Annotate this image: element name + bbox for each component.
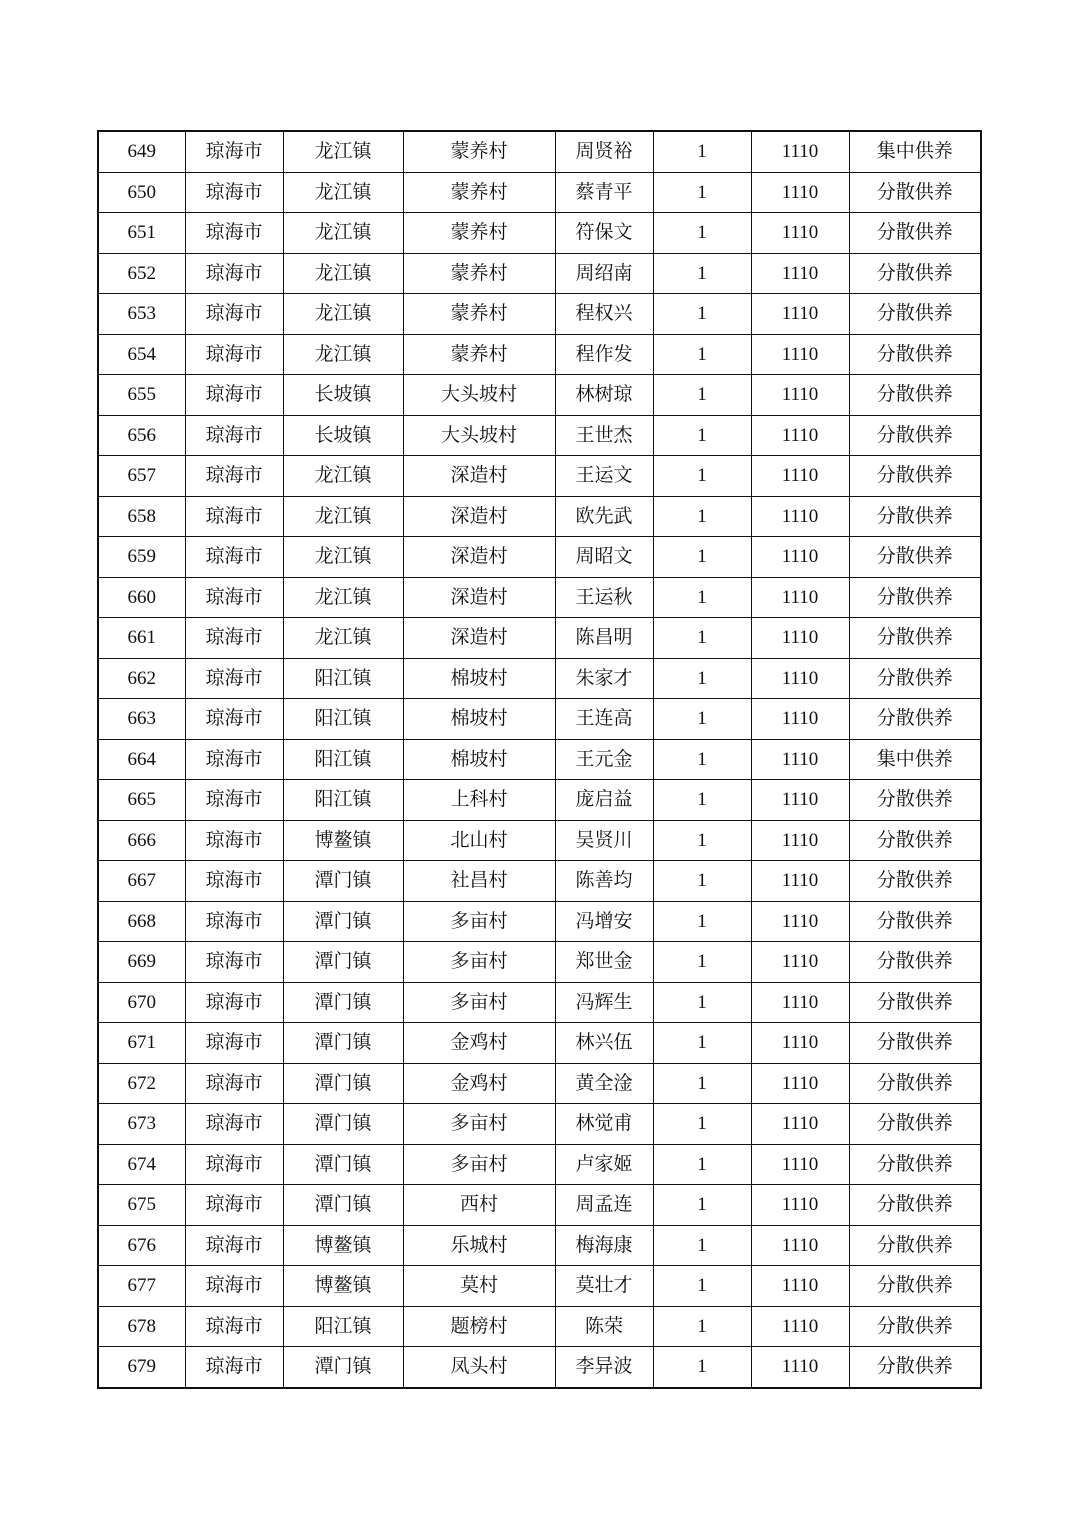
table-row xyxy=(98,294,981,335)
serial-number-cell: 671 xyxy=(98,1023,185,1064)
village-cell: 北山村 xyxy=(403,820,555,861)
table-row xyxy=(98,861,981,902)
serial-number-cell: 677 xyxy=(98,1266,185,1307)
village-cell: 多亩村 xyxy=(403,1104,555,1145)
town-cell: 潭门镇 xyxy=(283,901,403,942)
name-cell: 冯增安 xyxy=(555,901,653,942)
name-cell: 王运文 xyxy=(555,456,653,497)
amount-cell: 1110 xyxy=(751,618,849,659)
count-cell: 1 xyxy=(653,780,751,821)
city-cell: 琼海市 xyxy=(185,172,283,213)
town-cell: 龙江镇 xyxy=(283,618,403,659)
count-cell: 1 xyxy=(653,537,751,578)
village-cell: 多亩村 xyxy=(403,1144,555,1185)
name-cell: 李异波 xyxy=(555,1347,653,1388)
village-cell: 深造村 xyxy=(403,456,555,497)
table-row xyxy=(98,334,981,375)
support-type-cell: 分散供养 xyxy=(849,1306,981,1347)
village-cell: 蒙养村 xyxy=(403,213,555,254)
name-cell: 周昭文 xyxy=(555,537,653,578)
city-cell: 琼海市 xyxy=(185,1023,283,1064)
village-cell: 金鸡村 xyxy=(403,1063,555,1104)
town-cell: 潭门镇 xyxy=(283,1063,403,1104)
town-cell: 龙江镇 xyxy=(283,294,403,335)
town-cell: 潭门镇 xyxy=(283,982,403,1023)
town-cell: 潭门镇 xyxy=(283,1185,403,1226)
count-cell: 1 xyxy=(653,577,751,618)
count-cell: 1 xyxy=(653,1063,751,1104)
count-cell: 1 xyxy=(653,1225,751,1266)
support-type-cell: 集中供养 xyxy=(849,131,981,172)
town-cell: 潭门镇 xyxy=(283,861,403,902)
city-cell: 琼海市 xyxy=(185,901,283,942)
city-cell: 琼海市 xyxy=(185,1104,283,1145)
support-type-cell: 集中供养 xyxy=(849,739,981,780)
table-row xyxy=(98,1225,981,1266)
support-type-cell: 分散供养 xyxy=(849,172,981,213)
amount-cell: 1110 xyxy=(751,456,849,497)
village-cell: 多亩村 xyxy=(403,901,555,942)
name-cell: 朱家才 xyxy=(555,658,653,699)
town-cell: 龙江镇 xyxy=(283,456,403,497)
serial-number-cell: 651 xyxy=(98,213,185,254)
support-type-cell: 分散供养 xyxy=(849,901,981,942)
amount-cell: 1110 xyxy=(751,780,849,821)
table-row xyxy=(98,780,981,821)
city-cell: 琼海市 xyxy=(185,294,283,335)
table-row xyxy=(98,131,981,172)
city-cell: 琼海市 xyxy=(185,861,283,902)
village-cell: 大头坡村 xyxy=(403,415,555,456)
name-cell: 梅海康 xyxy=(555,1225,653,1266)
city-cell: 琼海市 xyxy=(185,1063,283,1104)
count-cell: 1 xyxy=(653,415,751,456)
city-cell: 琼海市 xyxy=(185,415,283,456)
serial-number-cell: 678 xyxy=(98,1306,185,1347)
support-type-cell: 分散供养 xyxy=(849,780,981,821)
name-cell: 卢家姬 xyxy=(555,1144,653,1185)
city-cell: 琼海市 xyxy=(185,375,283,416)
amount-cell: 1110 xyxy=(751,820,849,861)
city-cell: 琼海市 xyxy=(185,253,283,294)
village-cell: 棉坡村 xyxy=(403,699,555,740)
serial-number-cell: 668 xyxy=(98,901,185,942)
serial-number-cell: 650 xyxy=(98,172,185,213)
table-row xyxy=(98,1306,981,1347)
town-cell: 潭门镇 xyxy=(283,1104,403,1145)
table-row xyxy=(98,1185,981,1226)
city-cell: 琼海市 xyxy=(185,982,283,1023)
village-cell: 金鸡村 xyxy=(403,1023,555,1064)
table-row xyxy=(98,496,981,537)
table-row xyxy=(98,1023,981,1064)
count-cell: 1 xyxy=(653,1185,751,1226)
amount-cell: 1110 xyxy=(751,699,849,740)
town-cell: 长坡镇 xyxy=(283,375,403,416)
village-cell: 蒙养村 xyxy=(403,172,555,213)
support-type-cell: 分散供养 xyxy=(849,861,981,902)
count-cell: 1 xyxy=(653,375,751,416)
support-type-cell: 分散供养 xyxy=(849,658,981,699)
support-type-cell: 分散供养 xyxy=(849,253,981,294)
amount-cell: 1110 xyxy=(751,861,849,902)
town-cell: 潭门镇 xyxy=(283,1023,403,1064)
town-cell: 阳江镇 xyxy=(283,699,403,740)
amount-cell: 1110 xyxy=(751,1144,849,1185)
name-cell: 程作发 xyxy=(555,334,653,375)
village-cell: 大头坡村 xyxy=(403,375,555,416)
city-cell: 琼海市 xyxy=(185,1144,283,1185)
count-cell: 1 xyxy=(653,456,751,497)
town-cell: 潭门镇 xyxy=(283,1144,403,1185)
amount-cell: 1110 xyxy=(751,1266,849,1307)
name-cell: 莫壮才 xyxy=(555,1266,653,1307)
village-cell: 棉坡村 xyxy=(403,739,555,780)
city-cell: 琼海市 xyxy=(185,1306,283,1347)
town-cell: 阳江镇 xyxy=(283,658,403,699)
town-cell: 博鳌镇 xyxy=(283,1266,403,1307)
city-cell: 琼海市 xyxy=(185,1185,283,1226)
name-cell: 林兴伍 xyxy=(555,1023,653,1064)
name-cell: 郑世金 xyxy=(555,942,653,983)
table-row xyxy=(98,1063,981,1104)
serial-number-cell: 665 xyxy=(98,780,185,821)
name-cell: 符保文 xyxy=(555,213,653,254)
support-type-cell: 分散供养 xyxy=(849,213,981,254)
support-type-cell: 分散供养 xyxy=(849,375,981,416)
amount-cell: 1110 xyxy=(751,901,849,942)
amount-cell: 1110 xyxy=(751,1104,849,1145)
city-cell: 琼海市 xyxy=(185,1266,283,1307)
name-cell: 王运秋 xyxy=(555,577,653,618)
count-cell: 1 xyxy=(653,982,751,1023)
count-cell: 1 xyxy=(653,253,751,294)
name-cell: 周绍南 xyxy=(555,253,653,294)
support-type-cell: 分散供养 xyxy=(849,1225,981,1266)
amount-cell: 1110 xyxy=(751,1023,849,1064)
town-cell: 龙江镇 xyxy=(283,334,403,375)
city-cell: 琼海市 xyxy=(185,820,283,861)
count-cell: 1 xyxy=(653,820,751,861)
village-cell: 乐城村 xyxy=(403,1225,555,1266)
table-row xyxy=(98,172,981,213)
serial-number-cell: 657 xyxy=(98,456,185,497)
village-cell: 多亩村 xyxy=(403,982,555,1023)
serial-number-cell: 659 xyxy=(98,537,185,578)
support-type-cell: 分散供养 xyxy=(849,1347,981,1388)
count-cell: 1 xyxy=(653,294,751,335)
table-row xyxy=(98,1347,981,1388)
support-type-cell: 分散供养 xyxy=(849,942,981,983)
count-cell: 1 xyxy=(653,131,751,172)
support-type-cell: 分散供养 xyxy=(849,1023,981,1064)
village-cell: 蒙养村 xyxy=(403,253,555,294)
town-cell: 长坡镇 xyxy=(283,415,403,456)
serial-number-cell: 663 xyxy=(98,699,185,740)
town-cell: 博鳌镇 xyxy=(283,820,403,861)
count-cell: 1 xyxy=(653,213,751,254)
table-row xyxy=(98,901,981,942)
table-row xyxy=(98,253,981,294)
support-type-cell: 分散供养 xyxy=(849,820,981,861)
name-cell: 陈善均 xyxy=(555,861,653,902)
name-cell: 陈荣 xyxy=(555,1306,653,1347)
count-cell: 1 xyxy=(653,496,751,537)
support-type-cell: 分散供养 xyxy=(849,1185,981,1226)
table-row xyxy=(98,1104,981,1145)
table-row xyxy=(98,618,981,659)
city-cell: 琼海市 xyxy=(185,213,283,254)
serial-number-cell: 676 xyxy=(98,1225,185,1266)
table-row xyxy=(98,415,981,456)
support-type-cell: 分散供养 xyxy=(849,618,981,659)
city-cell: 琼海市 xyxy=(185,1347,283,1388)
town-cell: 龙江镇 xyxy=(283,213,403,254)
count-cell: 1 xyxy=(653,699,751,740)
city-cell: 琼海市 xyxy=(185,334,283,375)
table-row xyxy=(98,739,981,780)
amount-cell: 1110 xyxy=(751,172,849,213)
city-cell: 琼海市 xyxy=(185,577,283,618)
amount-cell: 1110 xyxy=(751,577,849,618)
support-type-cell: 分散供养 xyxy=(849,1063,981,1104)
village-cell: 蒙养村 xyxy=(403,131,555,172)
serial-number-cell: 666 xyxy=(98,820,185,861)
serial-number-cell: 664 xyxy=(98,739,185,780)
village-cell: 莫村 xyxy=(403,1266,555,1307)
amount-cell: 1110 xyxy=(751,942,849,983)
support-type-cell: 分散供养 xyxy=(849,1266,981,1307)
town-cell: 龙江镇 xyxy=(283,577,403,618)
amount-cell: 1110 xyxy=(751,658,849,699)
count-cell: 1 xyxy=(653,1266,751,1307)
town-cell: 龙江镇 xyxy=(283,131,403,172)
village-cell: 棉坡村 xyxy=(403,658,555,699)
count-cell: 1 xyxy=(653,1306,751,1347)
support-type-cell: 分散供养 xyxy=(849,415,981,456)
village-cell: 西村 xyxy=(403,1185,555,1226)
town-cell: 博鳌镇 xyxy=(283,1225,403,1266)
support-type-cell: 分散供养 xyxy=(849,1144,981,1185)
town-cell: 阳江镇 xyxy=(283,739,403,780)
village-cell: 深造村 xyxy=(403,496,555,537)
amount-cell: 1110 xyxy=(751,1306,849,1347)
amount-cell: 1110 xyxy=(751,131,849,172)
count-cell: 1 xyxy=(653,901,751,942)
support-type-cell: 分散供养 xyxy=(849,496,981,537)
serial-number-cell: 662 xyxy=(98,658,185,699)
serial-number-cell: 660 xyxy=(98,577,185,618)
serial-number-cell: 667 xyxy=(98,861,185,902)
name-cell: 庞启益 xyxy=(555,780,653,821)
city-cell: 琼海市 xyxy=(185,496,283,537)
town-cell: 龙江镇 xyxy=(283,537,403,578)
serial-number-cell: 656 xyxy=(98,415,185,456)
serial-number-cell: 679 xyxy=(98,1347,185,1388)
city-cell: 琼海市 xyxy=(185,131,283,172)
amount-cell: 1110 xyxy=(751,1347,849,1388)
count-cell: 1 xyxy=(653,1347,751,1388)
serial-number-cell: 670 xyxy=(98,982,185,1023)
city-cell: 琼海市 xyxy=(185,1225,283,1266)
city-cell: 琼海市 xyxy=(185,537,283,578)
table-row xyxy=(98,213,981,254)
amount-cell: 1110 xyxy=(751,334,849,375)
serial-number-cell: 652 xyxy=(98,253,185,294)
town-cell: 龙江镇 xyxy=(283,496,403,537)
table-row xyxy=(98,942,981,983)
amount-cell: 1110 xyxy=(751,537,849,578)
support-type-cell: 分散供养 xyxy=(849,294,981,335)
name-cell: 吴贤川 xyxy=(555,820,653,861)
city-cell: 琼海市 xyxy=(185,739,283,780)
count-cell: 1 xyxy=(653,172,751,213)
amount-cell: 1110 xyxy=(751,982,849,1023)
table-row xyxy=(98,375,981,416)
amount-cell: 1110 xyxy=(751,253,849,294)
table-row xyxy=(98,820,981,861)
city-cell: 琼海市 xyxy=(185,618,283,659)
name-cell: 林树琼 xyxy=(555,375,653,416)
support-type-cell: 分散供养 xyxy=(849,537,981,578)
village-cell: 深造村 xyxy=(403,618,555,659)
name-cell: 王世杰 xyxy=(555,415,653,456)
support-type-cell: 分散供养 xyxy=(849,699,981,740)
table-row xyxy=(98,1266,981,1307)
amount-cell: 1110 xyxy=(751,415,849,456)
serial-number-cell: 674 xyxy=(98,1144,185,1185)
city-cell: 琼海市 xyxy=(185,658,283,699)
serial-number-cell: 658 xyxy=(98,496,185,537)
table-row xyxy=(98,699,981,740)
support-type-cell: 分散供养 xyxy=(849,456,981,497)
count-cell: 1 xyxy=(653,1104,751,1145)
count-cell: 1 xyxy=(653,334,751,375)
town-cell: 潭门镇 xyxy=(283,1347,403,1388)
count-cell: 1 xyxy=(653,1023,751,1064)
name-cell: 陈昌明 xyxy=(555,618,653,659)
village-cell: 深造村 xyxy=(403,537,555,578)
city-cell: 琼海市 xyxy=(185,456,283,497)
count-cell: 1 xyxy=(653,618,751,659)
amount-cell: 1110 xyxy=(751,213,849,254)
amount-cell: 1110 xyxy=(751,1185,849,1226)
table-row xyxy=(98,577,981,618)
village-cell: 蒙养村 xyxy=(403,294,555,335)
name-cell: 蔡青平 xyxy=(555,172,653,213)
village-cell: 题榜村 xyxy=(403,1306,555,1347)
name-cell: 黄全淦 xyxy=(555,1063,653,1104)
support-type-cell: 分散供养 xyxy=(849,334,981,375)
town-cell: 阳江镇 xyxy=(283,1306,403,1347)
serial-number-cell: 649 xyxy=(98,131,185,172)
support-type-cell: 分散供养 xyxy=(849,577,981,618)
name-cell: 欧先武 xyxy=(555,496,653,537)
name-cell: 王连高 xyxy=(555,699,653,740)
amount-cell: 1110 xyxy=(751,496,849,537)
count-cell: 1 xyxy=(653,739,751,780)
amount-cell: 1110 xyxy=(751,375,849,416)
village-cell: 多亩村 xyxy=(403,942,555,983)
support-type-cell: 分散供养 xyxy=(849,982,981,1023)
serial-number-cell: 669 xyxy=(98,942,185,983)
serial-number-cell: 661 xyxy=(98,618,185,659)
name-cell: 周孟连 xyxy=(555,1185,653,1226)
table-row xyxy=(98,456,981,497)
count-cell: 1 xyxy=(653,861,751,902)
village-cell: 深造村 xyxy=(403,577,555,618)
recipient-table xyxy=(97,130,982,1389)
serial-number-cell: 655 xyxy=(98,375,185,416)
count-cell: 1 xyxy=(653,1144,751,1185)
city-cell: 琼海市 xyxy=(185,942,283,983)
town-cell: 阳江镇 xyxy=(283,780,403,821)
city-cell: 琼海市 xyxy=(185,699,283,740)
table-row xyxy=(98,982,981,1023)
town-cell: 龙江镇 xyxy=(283,253,403,294)
serial-number-cell: 653 xyxy=(98,294,185,335)
amount-cell: 1110 xyxy=(751,1063,849,1104)
name-cell: 程权兴 xyxy=(555,294,653,335)
town-cell: 潭门镇 xyxy=(283,942,403,983)
count-cell: 1 xyxy=(653,942,751,983)
name-cell: 林觉甫 xyxy=(555,1104,653,1145)
city-cell: 琼海市 xyxy=(185,780,283,821)
town-cell: 龙江镇 xyxy=(283,172,403,213)
table-row xyxy=(98,537,981,578)
support-type-cell: 分散供养 xyxy=(849,1104,981,1145)
table-row xyxy=(98,658,981,699)
serial-number-cell: 654 xyxy=(98,334,185,375)
name-cell: 王元金 xyxy=(555,739,653,780)
table-body xyxy=(98,131,981,1388)
village-cell: 凤头村 xyxy=(403,1347,555,1388)
count-cell: 1 xyxy=(653,658,751,699)
serial-number-cell: 673 xyxy=(98,1104,185,1145)
village-cell: 蒙养村 xyxy=(403,334,555,375)
serial-number-cell: 672 xyxy=(98,1063,185,1104)
serial-number-cell: 675 xyxy=(98,1185,185,1226)
amount-cell: 1110 xyxy=(751,739,849,780)
name-cell: 周贤裕 xyxy=(555,131,653,172)
table-row xyxy=(98,1144,981,1185)
amount-cell: 1110 xyxy=(751,294,849,335)
name-cell: 冯辉生 xyxy=(555,982,653,1023)
village-cell: 社昌村 xyxy=(403,861,555,902)
amount-cell: 1110 xyxy=(751,1225,849,1266)
village-cell: 上科村 xyxy=(403,780,555,821)
